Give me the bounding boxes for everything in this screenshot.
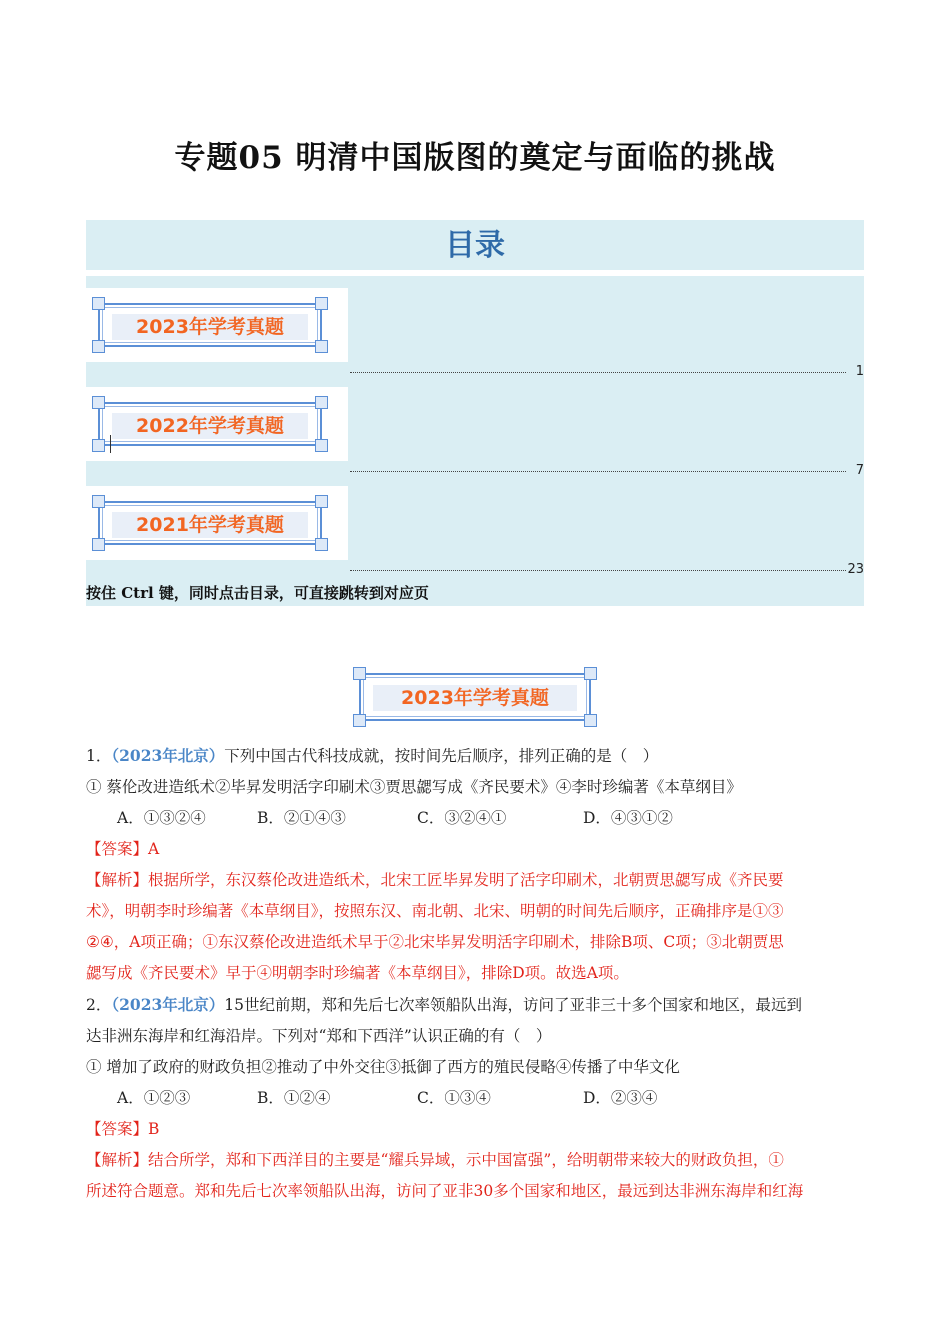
question-2-options — [86, 1083, 866, 1114]
option-b: B．①②④ — [257, 1089, 331, 1107]
toc-leader — [350, 570, 846, 571]
question-2-stem-cont: 达非洲东海岸和红海沿岸。下列对“郑和下西洋”认识正确的有（ ） — [86, 1027, 552, 1045]
question-2-analysis-line: 【解析】结合所学，郑和下西洋目的主要是“耀兵异域，示中国富强”，给明朝带来较大的财政负担，① — [86, 1151, 784, 1169]
toc-badge-label: 2021年学考真题 — [112, 512, 308, 538]
toc-note: 按住 Ctrl 键，同时点击目录，可直接跳转到对应页 — [86, 584, 429, 602]
question-1-stem — [86, 740, 866, 772]
question-2-answer: 【答案】B — [86, 1120, 160, 1138]
question-text: 15世纪前期，郑和先后七次率领船队出海，访问了亚非三十多个国家和地区，最远到 — [224, 996, 802, 1014]
section-badge-label: 2023年学考真题 — [373, 685, 577, 711]
question-2-stem — [86, 989, 866, 1021]
toc-badge — [92, 297, 328, 353]
section-badge — [353, 667, 597, 727]
toc-panel — [86, 276, 864, 606]
toc-item-2023[interactable] — [86, 288, 864, 379]
question-1-items: ① 蔡伦改进造纸术②毕昇发明活字印刷术③贾思勰写成《齐民要术》④李时珍编著《本草纲目》 — [86, 778, 742, 796]
toc-leader — [350, 372, 846, 373]
option-a: A．①②③ — [117, 1089, 191, 1107]
question-2-analysis-line: 所述符合题意。郑和先后七次率领船队出海，访问了亚非30多个国家和地区，最远到达非洲东海岸和红海 — [86, 1182, 804, 1200]
question-1-answer: 【答案】A — [86, 840, 160, 858]
text-cursor-icon — [110, 435, 111, 453]
toc-badge — [92, 396, 328, 452]
option-c: C．①③④ — [417, 1089, 491, 1107]
question-1-analysis-line: 勰写成《齐民要术》早于④明朝李时珍编著《本草纲目》，排除D项。故选A项。 — [86, 964, 629, 982]
option-d: D．②③④ — [583, 1089, 658, 1107]
toc-page-number: 7 — [855, 463, 864, 478]
option-b: B．②①④③ — [257, 809, 346, 827]
toc-badge — [92, 495, 328, 551]
page-title: 专题05 明清中国版图的奠定与面临的挑战 — [174, 140, 776, 176]
option-c: C．③②④① — [417, 809, 507, 827]
question-1-analysis-line: 术》，明朝李时珍编著《本草纲目》，按照东汉、南北朝、北宋、明朝的时间先后顺序，正确排序是①③ — [86, 902, 784, 920]
question-source: （2023年北京） — [111, 995, 225, 1014]
toc-leader — [350, 471, 846, 472]
option-a: A．①③②④ — [117, 809, 206, 827]
question-1-options — [86, 803, 866, 834]
question-1-analysis-line: 【解析】根据所学，东汉蔡伦改进造纸术，北宋工匠毕昇发明了活字印刷术，北朝贾思勰写成《齐民要 — [86, 871, 784, 889]
option-d: D．④③①② — [583, 809, 673, 827]
toc-item-2022[interactable] — [86, 387, 864, 478]
toc-badge-label: 2022年学考真题 — [112, 413, 308, 439]
toc-item-2021[interactable] — [86, 486, 864, 577]
question-1-analysis-line: ②④，A项正确；①东汉蔡伦改进造纸术早于②北宋毕昇发明活字印刷术，排除B项、C项；③北朝贾思 — [86, 933, 784, 951]
question-source: （2023年北京） — [111, 746, 225, 765]
toc-page-number: 1 — [855, 364, 864, 379]
question-text: 下列中国古代科技成就，按时间先后顺序，排列正确的是（ ） — [224, 747, 659, 765]
toc-heading: 目录 — [86, 220, 864, 270]
question-content — [86, 740, 866, 1207]
question-2-items: ① 增加了政府的财政负担②推动了中外交往③抵御了西方的殖民侵略④传播了中华文化 — [86, 1058, 680, 1076]
toc-page-number: 23 — [847, 562, 864, 577]
question-number: 1． — [86, 747, 112, 765]
toc-badge-label: 2023年学考真题 — [112, 314, 308, 340]
question-number: 2． — [86, 996, 112, 1014]
